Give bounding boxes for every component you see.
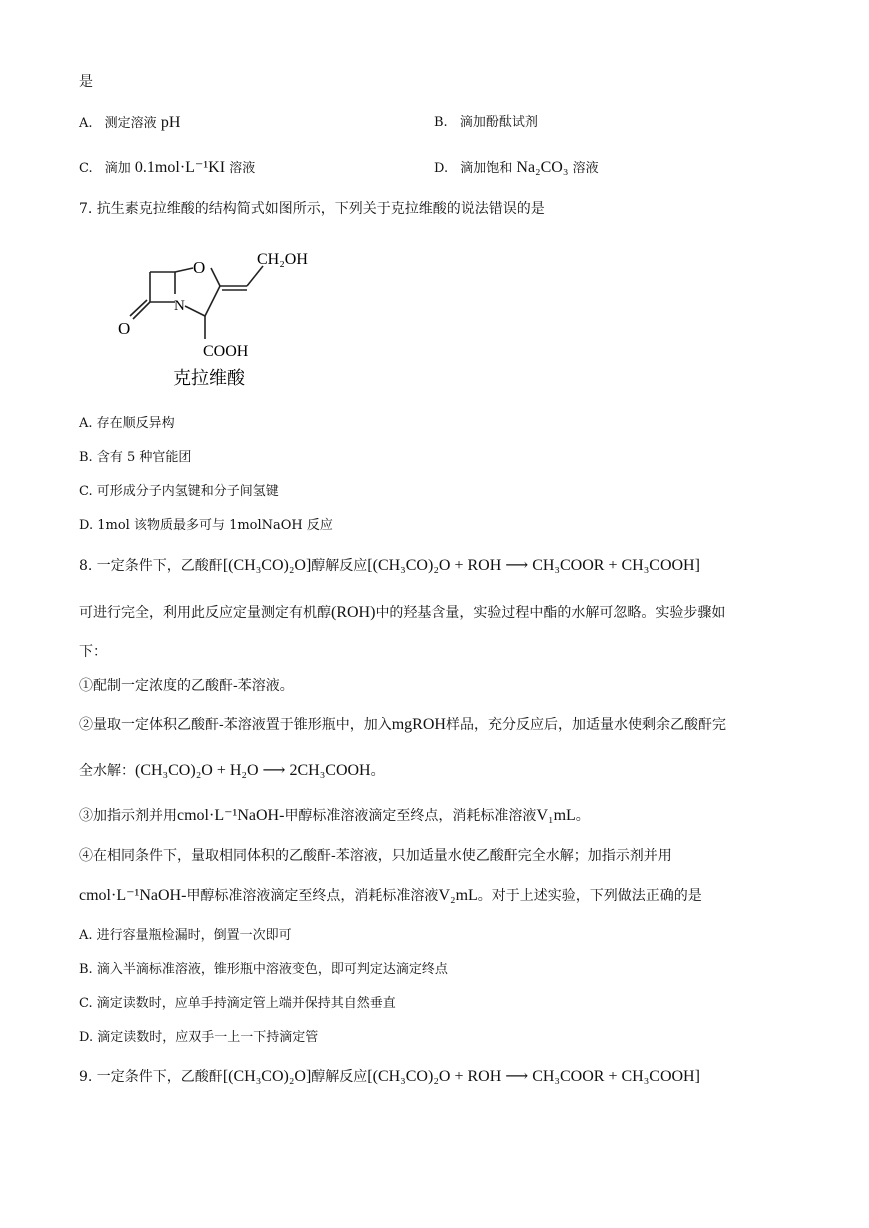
option-label: C. — [79, 161, 93, 176]
q7-option-c: C. 可形成分子内氢键和分子间氢键 — [79, 484, 279, 499]
q7-option-d: D. 1mol 该物质最多可与 1molNaOH 反应 — [79, 518, 333, 533]
stem-text: 中的羟基含量，实验过程中酯的水解可忽略。实验步骤如 — [375, 605, 726, 621]
option-label: A. — [79, 116, 93, 131]
q8-option-b: B. 滴入半滴标准溶液，锥形瓶中溶液变色，即可判定达滴定终点 — [79, 962, 448, 977]
q6-option-b — [434, 113, 538, 133]
step-text: 样品，充分反应后，加适量水使剩余乙酸酐完 — [445, 717, 726, 733]
q7-option-a: A. 存在顺反异构 — [79, 416, 175, 431]
nitrogen-label: N — [174, 298, 185, 314]
formula: [(CH₃CO)₂O] — [222, 557, 312, 574]
option-math: 0.1mol·L⁻¹KI — [134, 159, 226, 176]
stem-text: 8. 一定条件下，乙酸酐 — [79, 558, 223, 574]
option-math: Na₂CO₃ — [516, 159, 569, 176]
q8-stem-line1 — [79, 556, 700, 576]
option-text: 滴加饱和 — [460, 161, 513, 176]
stem-text: 可进行完全，利用此反应定量测定有机醇 — [79, 605, 331, 621]
structure-diagram — [115, 244, 335, 394]
cooh-label: COOH — [203, 343, 249, 360]
q6-option-c — [79, 158, 255, 179]
formula: cmol·L⁻¹NaOH- — [177, 807, 285, 824]
formula: mgROH — [391, 716, 446, 733]
step-text: ②量取一定体积乙酸酐-苯溶液置于锥形瓶中，加入 — [79, 717, 392, 733]
q7-option-b: B. 含有 5 种官能团 — [79, 450, 192, 465]
formula: V₂mL — [438, 887, 478, 904]
q8-stem-line2 — [79, 603, 725, 623]
structure-name: 克拉维酸 — [173, 368, 245, 388]
step-text: 。 — [370, 763, 385, 779]
step-text: 。对于上述实验，下列做法正确的是 — [477, 888, 702, 904]
formula: [(CH₃CO)₂O] — [222, 1068, 312, 1085]
carbonyl-oxygen-label: O — [118, 319, 131, 338]
q6-option-d — [434, 158, 599, 179]
option-label: B. — [434, 115, 448, 130]
q8-step-3 — [79, 806, 590, 826]
option-text: 滴加酚酞试剂 — [459, 115, 538, 130]
step-text: ③加指示剂并用 — [79, 808, 177, 824]
ring-oxygen-label: O — [193, 258, 206, 277]
reaction-equation: [(CH₃CO)₂O + ROH ⟶ CH₃COOR + CH₃COOH] — [367, 557, 700, 574]
stem-text: 9. 一定条件下，乙酸酐 — [79, 1069, 223, 1085]
reaction-equation: [(CH₃CO)₂O + ROH ⟶ CH₃COOR + CH₃COOH] — [367, 1068, 700, 1085]
option-label: D. — [434, 161, 449, 176]
step-text: 全水解： — [79, 763, 135, 779]
q8-option-d: D. 滴定读数时，应双手一上一下持滴定管 — [79, 1030, 319, 1045]
q8-stem-line3: 下： — [79, 644, 107, 660]
q8-step-4-cont — [79, 886, 702, 906]
option-math: pH — [160, 114, 181, 131]
option-text: 溶液 — [572, 161, 599, 176]
option-text: 测定溶液 — [104, 116, 157, 131]
formula: (ROH) — [331, 604, 376, 621]
ch2oh-label: CH₂OH — [257, 251, 308, 268]
q8-step-2 — [79, 715, 726, 735]
option-text: 滴加 — [104, 161, 131, 176]
q8-step-1: ①配制一定浓度的乙酸酐-苯溶液。 — [79, 678, 294, 694]
q9-stem-line1 — [79, 1067, 700, 1087]
formula: V₁mL — [536, 807, 576, 824]
q8-option-a: A. 进行容量瓶检漏时，倒置一次即可 — [79, 928, 292, 943]
clavulanic-acid-structure — [115, 244, 335, 394]
q8-option-c: C. 滴定读数时，应单手持滴定管上端并保持其自然垂直 — [79, 996, 396, 1011]
q7-stem: 7. 抗生素克拉维酸的结构简式如图所示，下列关于克拉维酸的说法错误的是 — [79, 201, 545, 217]
stem-text: 醇解反应 — [311, 558, 368, 574]
step-text: 甲醇标准溶液滴定至终点，消耗标准溶液 — [284, 808, 537, 824]
step-text: 。 — [575, 808, 590, 824]
q8-step-4: ④在相同条件下，量取相同体积的乙酸酐-苯溶液，只加适量水使乙酸酐完全水解；加指示剂并用 — [79, 848, 672, 864]
step-text: 甲醇标准溶液滴定至终点，消耗标准溶液 — [186, 888, 439, 904]
continued-text: 是 — [79, 74, 93, 90]
option-text: 溶液 — [229, 161, 256, 176]
stem-text: 醇解反应 — [311, 1069, 368, 1085]
formula: cmol·L⁻¹NaOH- — [79, 887, 187, 904]
q8-step-2-equation — [79, 761, 385, 781]
q6-option-a — [79, 113, 180, 134]
reaction-equation: (CH₃CO)₂O + H₂O ⟶ 2CH₃COOH — [135, 762, 371, 779]
